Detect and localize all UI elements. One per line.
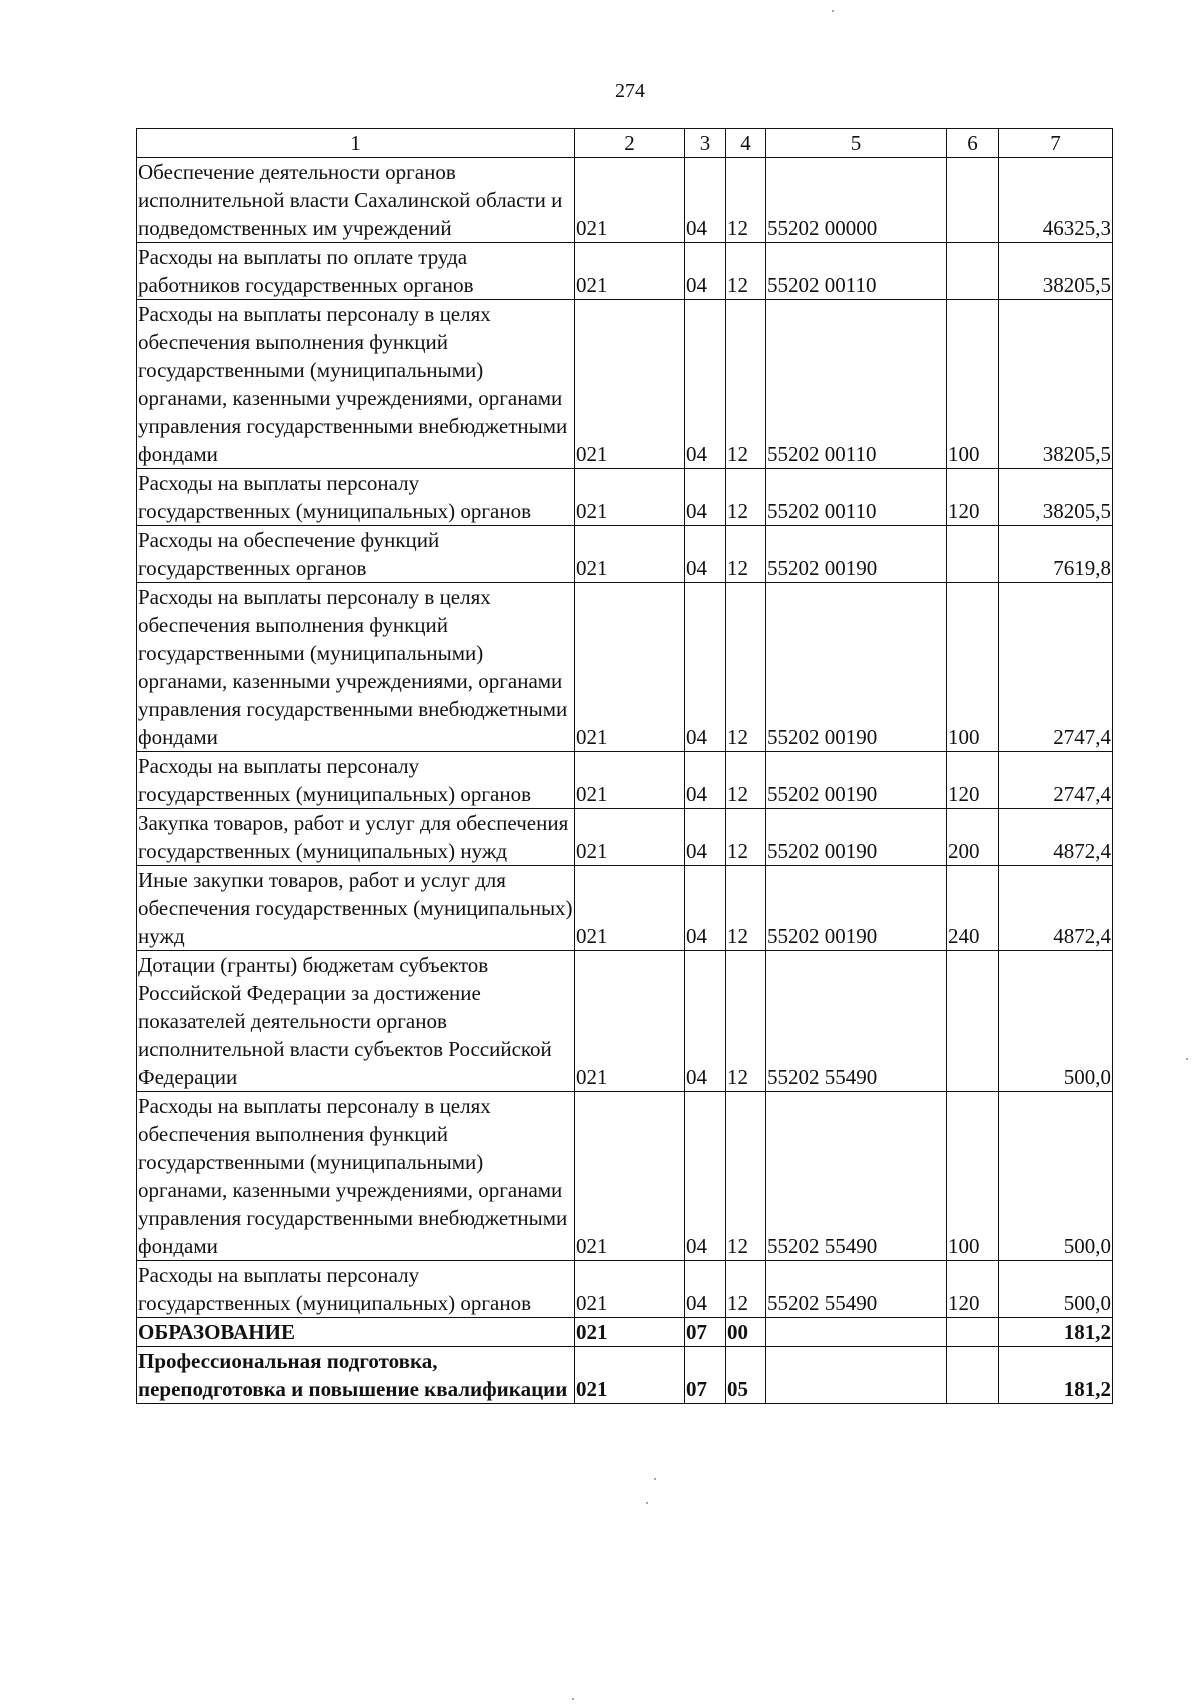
table-row bbox=[137, 583, 1113, 752]
item-name: Расходы на выплаты персоналу в целях обеспечения выполнения функций государственными (муниципальными) органами, казенными учреждениями, органами управления государственными внебюджетными фондами bbox=[137, 583, 575, 752]
expense-type-code bbox=[947, 158, 999, 243]
column-header: 6 bbox=[947, 129, 999, 158]
section-code: 04 bbox=[685, 583, 726, 752]
ministry-code: 021 bbox=[575, 1092, 685, 1261]
item-name: Расходы на обеспечение функций государственных органов bbox=[137, 526, 575, 583]
section-code: 04 bbox=[685, 300, 726, 469]
section-code: 04 bbox=[685, 1092, 726, 1261]
ministry-code: 021 bbox=[575, 866, 685, 951]
ministry-code: 021 bbox=[575, 809, 685, 866]
item-name: Расходы на выплаты по оплате труда работников государственных органов bbox=[137, 243, 575, 300]
ministry-code: 021 bbox=[575, 526, 685, 583]
column-header: 3 bbox=[685, 129, 726, 158]
amount: 38205,5 bbox=[999, 300, 1113, 469]
ministry-code: 021 bbox=[575, 1261, 685, 1318]
item-name: Расходы на выплаты персоналу государственных (муниципальных) органов bbox=[137, 1261, 575, 1318]
table-row bbox=[137, 752, 1113, 809]
ministry-code: 021 bbox=[575, 1347, 685, 1404]
expense-type-code: 100 bbox=[947, 583, 999, 752]
section-code: 04 bbox=[685, 866, 726, 951]
target-article-code: 55202 00190 bbox=[766, 583, 947, 752]
expense-type-code bbox=[947, 1347, 999, 1404]
target-article-code: 55202 00110 bbox=[766, 243, 947, 300]
amount: 2747,4 bbox=[999, 752, 1113, 809]
target-article-code bbox=[766, 1318, 947, 1347]
table-row bbox=[137, 1261, 1113, 1318]
ministry-code: 021 bbox=[575, 243, 685, 300]
scan-speck bbox=[572, 1698, 574, 1700]
target-article-code: 55202 55490 bbox=[766, 1092, 947, 1261]
scan-speck bbox=[646, 1502, 648, 1504]
table-row bbox=[137, 243, 1113, 300]
item-name: Профессиональная подготовка, переподготовка и повышение квалификации bbox=[137, 1347, 575, 1404]
column-number-row bbox=[137, 129, 1113, 158]
item-name: Расходы на выплаты персоналу в целях обеспечения выполнения функций государственными (муниципальными) органами, казенными учреждениями, органами управления государственными внебюджетными фондами bbox=[137, 1092, 575, 1261]
table-header bbox=[137, 129, 1113, 158]
subsection-code: 12 bbox=[726, 866, 766, 951]
section-code: 04 bbox=[685, 526, 726, 583]
column-header: 4 bbox=[726, 129, 766, 158]
table-row bbox=[137, 866, 1113, 951]
scan-speck bbox=[832, 10, 834, 12]
target-article-code bbox=[766, 1347, 947, 1404]
amount: 181,2 bbox=[999, 1318, 1113, 1347]
item-name: Дотации (гранты) бюджетам субъектов Российской Федерации за достижение показателей деятельности органов исполнительной власти субъектов Российской Федерации bbox=[137, 951, 575, 1092]
subsection-code: 05 bbox=[726, 1347, 766, 1404]
subsection-code: 00 bbox=[726, 1318, 766, 1347]
table-row bbox=[137, 1092, 1113, 1261]
expense-type-code: 120 bbox=[947, 752, 999, 809]
column-header: 2 bbox=[575, 129, 685, 158]
column-header: 1 bbox=[137, 129, 575, 158]
scan-speck bbox=[1186, 1058, 1188, 1060]
item-name: Расходы на выплаты персоналу в целях обеспечения выполнения функций государственными (муниципальными) органами, казенными учреждениями, органами управления государственными внебюджетными фондами bbox=[137, 300, 575, 469]
section-code: 04 bbox=[685, 469, 726, 526]
target-article-code: 55202 00190 bbox=[766, 866, 947, 951]
table-row bbox=[137, 1318, 1113, 1347]
table-body bbox=[137, 158, 1113, 1404]
target-article-code: 55202 00000 bbox=[766, 158, 947, 243]
subsection-code: 12 bbox=[726, 1261, 766, 1318]
item-name: Закупка товаров, работ и услуг для обеспечения государственных (муниципальных) нужд bbox=[137, 809, 575, 866]
target-article-code: 55202 00190 bbox=[766, 809, 947, 866]
item-name: Обеспечение деятельности органов исполнительной власти Сахалинской области и подведомственных им учреждений bbox=[137, 158, 575, 243]
ministry-code: 021 bbox=[575, 951, 685, 1092]
subsection-code: 12 bbox=[726, 469, 766, 526]
amount: 500,0 bbox=[999, 1261, 1113, 1318]
section-code: 04 bbox=[685, 1261, 726, 1318]
subsection-code: 12 bbox=[726, 583, 766, 752]
expense-type-code bbox=[947, 526, 999, 583]
table-row bbox=[137, 1347, 1113, 1404]
expense-type-code: 120 bbox=[947, 469, 999, 526]
ministry-code: 021 bbox=[575, 469, 685, 526]
ministry-code: 021 bbox=[575, 300, 685, 469]
subsection-code: 12 bbox=[726, 752, 766, 809]
amount: 500,0 bbox=[999, 951, 1113, 1092]
budget-table bbox=[136, 128, 1113, 1404]
ministry-code: 021 bbox=[575, 158, 685, 243]
expense-type-code bbox=[947, 951, 999, 1092]
target-article-code: 55202 55490 bbox=[766, 951, 947, 1092]
item-name: Расходы на выплаты персоналу государственных (муниципальных) органов bbox=[137, 752, 575, 809]
expense-type-code: 100 bbox=[947, 300, 999, 469]
subsection-code: 12 bbox=[726, 951, 766, 1092]
expense-type-code: 120 bbox=[947, 1261, 999, 1318]
table-row bbox=[137, 951, 1113, 1092]
item-name: ОБРАЗОВАНИЕ bbox=[137, 1318, 575, 1347]
amount: 4872,4 bbox=[999, 809, 1113, 866]
item-name: Расходы на выплаты персоналу государственных (муниципальных) органов bbox=[137, 469, 575, 526]
table-row bbox=[137, 526, 1113, 583]
section-code: 04 bbox=[685, 752, 726, 809]
amount: 4872,4 bbox=[999, 866, 1113, 951]
subsection-code: 12 bbox=[726, 526, 766, 583]
target-article-code: 55202 00110 bbox=[766, 469, 947, 526]
amount: 38205,5 bbox=[999, 469, 1113, 526]
subsection-code: 12 bbox=[726, 300, 766, 469]
target-article-code: 55202 00190 bbox=[766, 526, 947, 583]
page-number: 274 bbox=[615, 80, 645, 102]
amount: 7619,8 bbox=[999, 526, 1113, 583]
table-row bbox=[137, 469, 1113, 526]
section-code: 04 bbox=[685, 243, 726, 300]
subsection-code: 12 bbox=[726, 1092, 766, 1261]
section-code: 07 bbox=[685, 1347, 726, 1404]
expense-type-code bbox=[947, 243, 999, 300]
expense-type-code bbox=[947, 1318, 999, 1347]
ministry-code: 021 bbox=[575, 1318, 685, 1347]
section-code: 04 bbox=[685, 809, 726, 866]
amount: 46325,3 bbox=[999, 158, 1113, 243]
table-row bbox=[137, 300, 1113, 469]
ministry-code: 021 bbox=[575, 583, 685, 752]
section-code: 04 bbox=[685, 158, 726, 243]
expense-type-code: 200 bbox=[947, 809, 999, 866]
subsection-code: 12 bbox=[726, 809, 766, 866]
ministry-code: 021 bbox=[575, 752, 685, 809]
section-code: 04 bbox=[685, 951, 726, 1092]
subsection-code: 12 bbox=[726, 158, 766, 243]
amount: 38205,5 bbox=[999, 243, 1113, 300]
target-article-code: 55202 00110 bbox=[766, 300, 947, 469]
table-row bbox=[137, 809, 1113, 866]
table-row bbox=[137, 158, 1113, 243]
scan-speck bbox=[654, 1478, 656, 1480]
amount: 2747,4 bbox=[999, 583, 1113, 752]
column-header: 5 bbox=[766, 129, 947, 158]
section-code: 07 bbox=[685, 1318, 726, 1347]
amount: 181,2 bbox=[999, 1347, 1113, 1404]
subsection-code: 12 bbox=[726, 243, 766, 300]
target-article-code: 55202 55490 bbox=[766, 1261, 947, 1318]
expense-type-code: 240 bbox=[947, 866, 999, 951]
amount: 500,0 bbox=[999, 1092, 1113, 1261]
expense-type-code: 100 bbox=[947, 1092, 999, 1261]
column-header: 7 bbox=[999, 129, 1113, 158]
target-article-code: 55202 00190 bbox=[766, 752, 947, 809]
item-name: Иные закупки товаров, работ и услуг для обеспечения государственных (муниципальных) нужд bbox=[137, 866, 575, 951]
